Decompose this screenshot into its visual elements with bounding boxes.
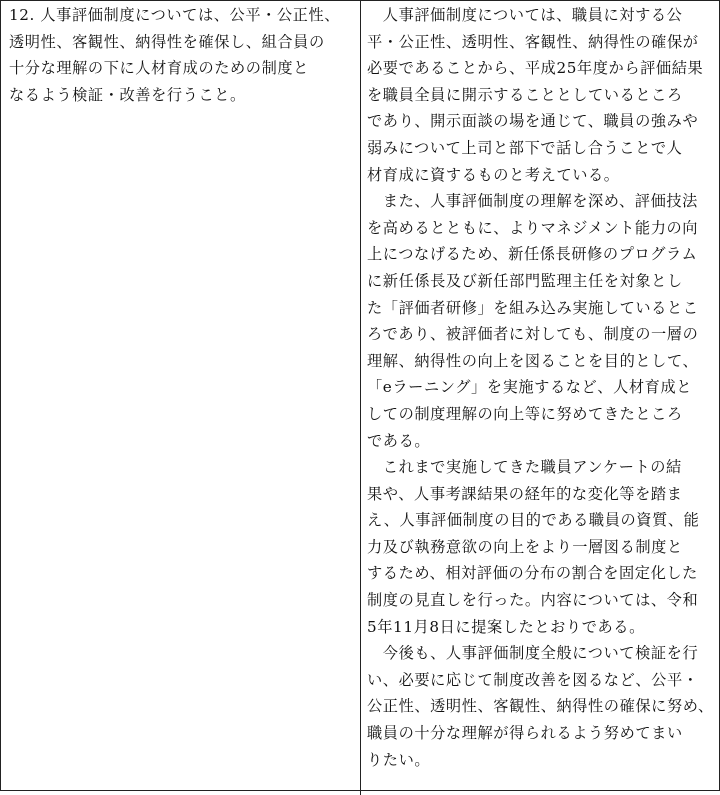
response-line: を職員全員に開示することとしているところ — [367, 85, 683, 104]
response-line: え、人事評価制度の目的である職員の資質、能 — [367, 511, 700, 530]
response-line: に新任係長及び新任部門監理主任を対象とし — [367, 271, 683, 290]
response-line: 5年11月8日に提案したとおりである。 — [367, 617, 645, 636]
response-line: 今後も、人事評価制度全般について検証を行 — [367, 644, 699, 663]
response-line: 平・公正性、透明性、客観性、納得性の確保が — [367, 32, 699, 51]
response-line: また、人事評価制度の理解を深め、評価技法 — [367, 192, 698, 211]
response-line: い、必要に応じて制度改善を図るなど、公平・ — [367, 670, 699, 689]
response-line: 必要であることから、平成25年度から評価結果 — [367, 59, 704, 78]
response-line: 果や、人事考課結果の経年的な変化等を踏ま — [367, 484, 683, 503]
request-line: 12. 人事評価制度については、公平・公正性、 — [9, 6, 341, 24]
response-line: を高めるとともに、よりマネジメント能力の向 — [367, 218, 699, 237]
response-line: 材育成に資するものと考えている。 — [367, 165, 620, 184]
response-line: である。 — [367, 431, 431, 450]
response-line: 弱みについて上司と部下で話し合うことで人 — [367, 138, 683, 157]
request-line: なるよう検証・改善を行うこと。 — [9, 85, 246, 104]
request-line: 透明性、客観性、納得性を確保し、組合員の — [9, 32, 325, 51]
response-line: 「eラーニング」を実施するなど、人材育成と — [367, 378, 693, 397]
response-line: これまで実施してきた職員アンケートの結 — [367, 458, 682, 477]
response-line: であり、開示面談の場を通じて、職員の強みや — [367, 112, 699, 131]
response-line: 公正性、透明性、客観性、納得性の確保に努め、 — [367, 697, 714, 716]
response-line: するため、相対評価の分布の割合を固定化した — [367, 564, 698, 583]
response-line: りたい。 — [367, 750, 431, 769]
response-line: ろであり、被評価者に対しても、制度の一層の — [367, 325, 699, 344]
column-divider — [360, 0, 361, 795]
response-line: しての制度理解の向上等に努めてきたところ — [367, 404, 683, 423]
request-cell — [9, 2, 357, 108]
response-line: た「評価者研修」を組み込み実施しているとこ — [367, 298, 699, 317]
response-line: 職員の十分な理解が得られるよう努めてまい — [367, 724, 683, 743]
response-line: 人事評価制度については、職員に対する公 — [367, 6, 683, 24]
row-bottom-border — [0, 790, 720, 791]
response-line: 理解、納得性の向上を図ることを目的として、 — [367, 351, 699, 370]
response-line: 制度の見直しを行った。内容については、令和 — [367, 591, 699, 610]
response-line: 力及び執務意欲の向上をより一層図る制度と — [367, 537, 683, 556]
request-line: 十分な理解の下に人材育成のための制度と — [9, 59, 309, 78]
response-line: 上につなげるため、新任係長研修のプログラム — [367, 245, 698, 264]
response-cell — [367, 2, 715, 773]
